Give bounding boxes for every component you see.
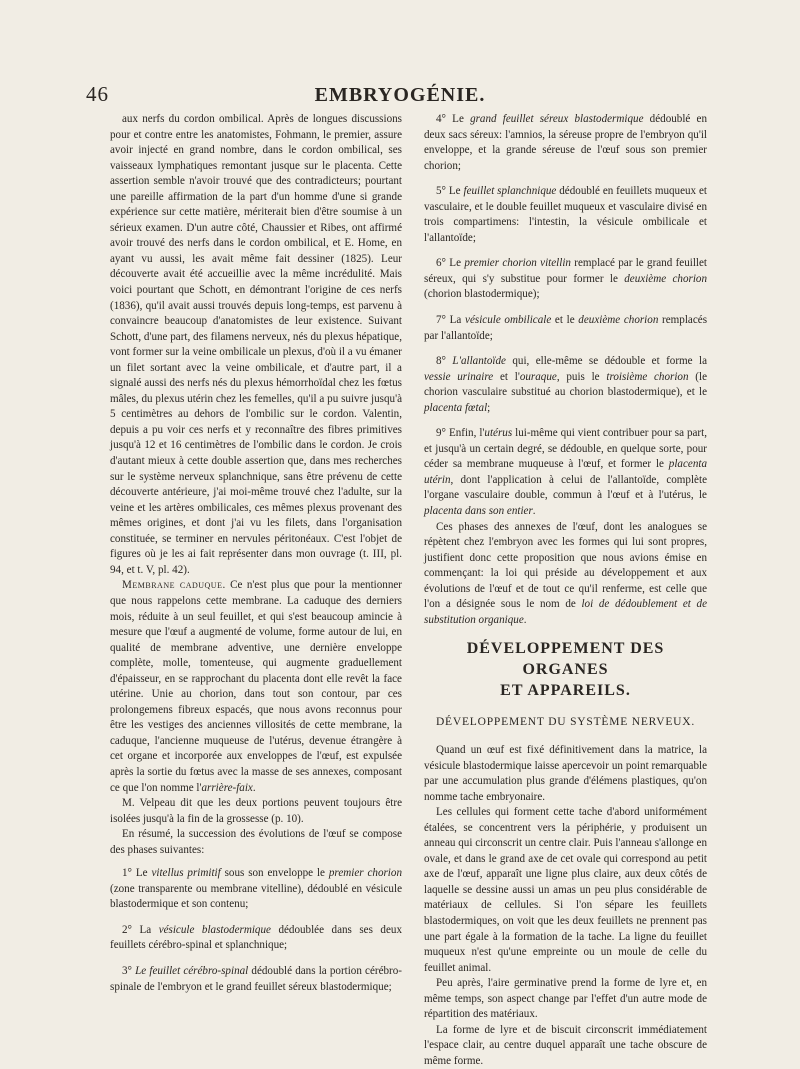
paragraph-cordon-nerves: aux nerfs du cordon ombilical. Après de longues discussions pour et contre entre les anatomistes, Fohmann, le premier, assure avoir injecté en grand nombre, dans le cordon ombilical, ses vaisseaux lymphatiques remontant jusque sur le placenta. Cette assertion semble n'avoir trouvé que des contradicteurs; pourtant une pareille affirmation de la part d'un homme d'une si grande expérience sur cette matière, mériterait bien d'être soumise à un sérieux examen. D'un autre côté, Chaussier et Ribes, ont affirmé avoir trouvé des nerfs dans le cordon ombilical, et E. Home, en ayant vu aussi, les avait même fait dessiner (1825). Leur découverte avait été accueillie avec la même incrédulité. Mais voici pourtant que Schott, en démontrant l'origine de ces nerfs (1836), qu'il avait aussi trouvés depuis long-temps, est parvenu à convaincre beaucoup d'anatomistes de leur existence. Suivant Schott, d'une part, des filamens nerveux, nés du plexus hépatique, vont former sur la veine ombilicale un plexus, d'où il a vu émaner un filet sortant avec la veine ombilicale, et d'autre part, il a signalé aussi des nerfs nés du plexus hémorrhoïdal chez les fœtus mâles, du plexus utérin chez les femelles, qu'il a pu suivre jusqu'à 5 centimètres au dehors de l'ombilic sur le cordon. Valentin, depuis a pu voir ces nerfs et y reconnaître des fibres primitives jusqu'à 12 et 16 centimètres de l'ombilic dans le cordon. Je crois d'autant mieux à cette double assertion que, dans mes recherches sur le système nerveux splanchnique, sans être prévenu de cette découverte antérieure, j'ai moi-même trouvé chez l'adulte, sur la veine et les artères ombilicales, ces mêmes plexus provenant des mêmes origines, et dont j'ai vu les filets, dans l'organisation constituée, se terminer en nervules péritonéaux. C'est l'objet de figures où je les ai fait représenter dans mon ouvrage (t. III, pl. 94, et t. V, pl. 42). — [110, 113, 402, 576]
paragraph-cellules: Les cellules qui forment cette tache d'abord uniformément étalées, se concentrent vers la périphérie, y produisent un anneau qui circonscrit un centre clair. Puis l'anneau s'allonge en ovale, et dans le grand axe de cet ovale qui correspond au petit axe de l'œuf, apparaît une ligne plus claire, aux deux côtés de laquelle se dessine aussi un amas un peu plus considérable de matériaux de cellules. Si l'on sépare les feuillets blastodermiques, on voit que les deux feuillets ne prennent pas une part égale à la formation de la tache. La ligne du feuillet muqueux n'est qu'une empreinte ou un moule de celle du feuillet animal. — [424, 806, 707, 974]
section-title: DÉVELOPPEMENT DES ORGANES ET APPAREILS. — [466, 640, 665, 700]
list-item-1: 1° Le vitellus primitif sous son enveloppe le premier chorion (zone transparente ou membrane vitelline), dédoublé en vésicule blastodermique et son contenu; — [110, 867, 402, 911]
paragraph-biscuit: La forme de lyre et de biscuit circonscrit immédiatement l'espace clair, au centre duquel apparaît une tache obscure de même forme. — [424, 1023, 707, 1067]
running-title: EMBRYOGÉNIE. — [314, 84, 486, 106]
list-item-5: 5° Le feuillet splanchnique dédoublé en feuillets muqueux et vasculaire, et le double feuillet muqueux et vasculaire divisé en trois compartimens: l'intestin, la vésicule ombilicale et l'allantoïde; — [424, 185, 708, 244]
subsection-title: DÉVELOPPEMENT DU SYSTÈME NERVEUX. — [435, 716, 696, 729]
term-arriere-faix: arrière-faix — [201, 781, 253, 794]
list-item-7: 7° La vésicule ombilicale et le deuxième chorion remplacés par l'allantoïde; — [424, 314, 708, 342]
list-item-9: 9° Enfin, l'utérus lui-même qui vient contribuer pour sa part, et jusqu'à un certain degré, se dédouble, en quelque sorte, pour céder sa membrane muqueuse à l'œuf, et former le placenta utérin, dont l'application à celui de l'allantoïde, complète l'organe vasculaire double, commun à l'œuf et à l'utérus, le placenta dans son entier. — [424, 427, 707, 518]
list-item-2: 2° La vésicule blastodermique dédoublée dans ses deux feuillets cérébro-spinal et splanchnique; — [110, 923, 402, 952]
list-item-4: 4° Le grand feuillet séreux blastodermique dédoublé en deux sacs séreux: l'amnios, la séreuse propre de l'embryon qu'il enveloppe, et la grande séreuse de l'œuf sous son premier chorion; — [424, 113, 708, 172]
paragraph-caduque: Membrane caduque. Ce n'est plus que pour la mentionner que nous rappelons cette membrane. La caduque des derniers mois, réduite à un seul feuillet, et qui s'est beaucoup amincie à mesure que l'œuf a augmenté de volume, forme autour de lui, en qualité de membrane adventive, une dernière enveloppe complète, molle, tomenteuse, qui augmente graduellement d'épaisseur, en se rapprochant du placenta dont elle revêt la face utérine. Unie au chorion, dans tout son contour, par ces prolongemens fibreux espacés, que nous avons reconnus pour être les vestiges des anciennes villosités de cette membrane, la caduque, l'ancienne muqueuse de l'utérus, devenue étrangère à cet organe et incorporée aux enveloppes de l'œuf, est expulsée après la sortie du fœtus avec la masse de ses annexes, composant ce que l'on nomme l'arrière-faix. — [110, 579, 402, 794]
left-column — [110, 112, 402, 995]
page-number: 46 — [86, 82, 109, 106]
paragraph-velpeau: M. Velpeau dit que les deux portions peuvent toujours être isolées jusqu'à la fin de la grossesse (p. 10). — [110, 797, 402, 825]
paragraph-tache-embryonaire: Quand un œuf est fixé définitivement dans la matrice, la vésicule blastodermique laisse apercevoir un point remarquable par une accumulation plus grande d'élémens plastiques, qu'on nomme tache embryonaire. — [424, 743, 707, 803]
list-item-6: 6° Le premier chorion vitellin remplacé par le grand feuillet séreux, qui s'y substitue pour former le deuxième chorion (chorion blastodermique); — [424, 257, 708, 301]
paragraph-phases: Ces phases des annexes de l'œuf, dont les analogues se répètent chez l'embryon avec les formes qui lui sont propres, justifient donc cette proposition que nous avions émise en commençant: la loi qui préside au développement et aux évolutions de l'œuf et de tout ce qu'il renferme, est celle que l'on a désignée sous le nom de loi de dédoublement et de substitution organique. — [424, 520, 707, 626]
list-item-8: 8° L'allantoïde qui, elle-même se dédouble et forme la vessie urinaire et l'ouraque, puis le troisième chorion (le chorion vasculaire substitué au chorion blastodermique), et le placenta fœtal; — [424, 355, 707, 414]
right-column — [424, 112, 707, 1069]
paragraph-resume: En résumé, la succession des évolutions de l'œuf se compose des phases suivantes: — [110, 828, 402, 856]
paragraph-lyre: Peu après, l'aire germinative prend la forme de lyre et, en même temps, son aspect change par l'effet d'un autre mode de répartition des matériaux. — [424, 977, 707, 1021]
list-item-3: 3° Le feuillet cérébro-spinal dédoublé dans la portion cérébro-spinale de l'embryon et le grand feuillet séreux blastodermique; — [110, 964, 402, 993]
caduque-heading: Membrane caduque. — [122, 579, 226, 592]
